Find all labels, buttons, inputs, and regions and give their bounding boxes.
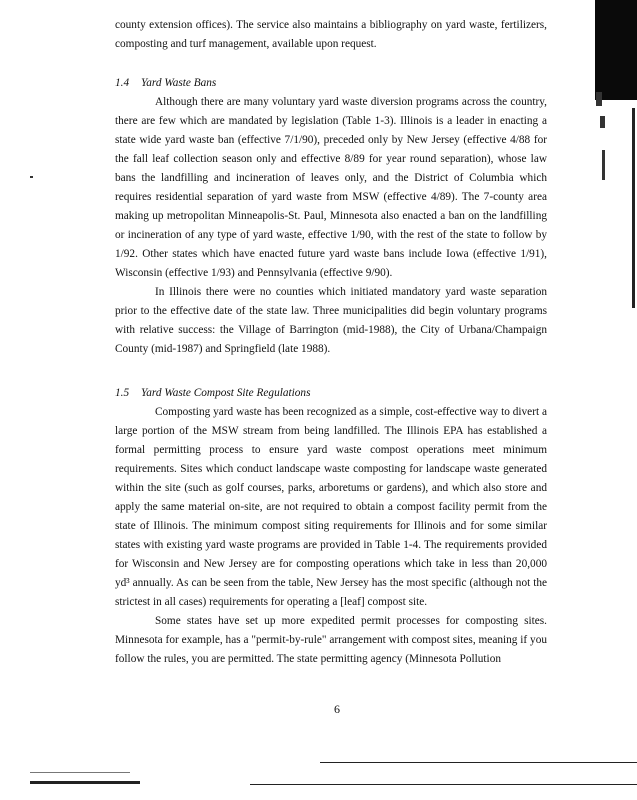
- section-paragraph: Composting yard waste has been recognized as a simple, cost-effective way to divert a large portion of the MSW stream from being landfilled. The Illinois EPA has established a formal permitting process to ensure yard waste compost operations meet minimum requirements. Sites which conduct landscape waste composting for landscape waste generated within the site (such as golf courses, parks, arboretums or gardens), and which also store and apply the same material on-site, are not required to obtain a compost facility permit from the state of Illinois. The minimum compost siting requirements for Illinois and for some similar states with existing yard waste programs are provided in Table 1-4. The requirements provided for Wisconsin and New Jersey are for composting operations which take in less than 20,000 yd³ annually. As can be seen from the table, New Jersey has the most specific (although not the strictest in all cases) requirements for operating a [leaf] compost site.: [115, 406, 547, 608]
- scan-smudge: [602, 150, 605, 180]
- section-paragraph: In Illinois there were no counties which initiated mandatory yard waste separation prior to the effective date of the state law. Three municipalities did begin voluntary programs with relative success: the Village of Barrington (mid-1988), the City of Urbana/Champaign County (mid-1987) and Springfield (late 1988).: [115, 286, 547, 355]
- intro-block: [115, 16, 547, 54]
- section-compost-site-regulations: [115, 384, 547, 669]
- section-heading: [115, 384, 547, 403]
- footer-rule: [30, 772, 130, 773]
- section-paragraph: Some states have set up more expedited permit processes for composting sites. Minnesota for example, has a "permit-by-rule" arrangement with compost sites, meaning if you follow the rules, you are permitted. The state permitting agency (Minnesota Pollution: [115, 615, 547, 665]
- scan-smudge: [600, 116, 605, 128]
- scan-margin-mark: [595, 0, 637, 100]
- scan-smudge: [596, 92, 602, 106]
- section-yard-waste-bans: [115, 74, 547, 359]
- footer-rule: [320, 762, 637, 763]
- section-title: Yard Waste Bans: [141, 77, 217, 89]
- scan-smudge: [30, 176, 33, 178]
- page-number: 6: [334, 702, 340, 716]
- section-number: 1.4: [115, 77, 130, 89]
- intro-paragraph: county extension offices). The service also maintains a bibliography on yard waste, fertilizers, composting and turf management, available upon request.: [115, 19, 547, 50]
- section-title: Yard Waste Compost Site Regulations: [141, 387, 311, 399]
- section-paragraph: Although there are many voluntary yard waste diversion programs across the country, there are few which are mandated by legislation (Table 1-3). Illinois is a leader in enacting a state wide yard waste ban (effective 7/1/90), preceded only by New Jersey (effective 4/88 for the fall leaf collection season only and effective 8/89 for year round separation), whose law bans the landfilling and incineration of leaves only, and the District of Columbia which requires residential separation of yard waste from MSW (effective 4/89). The 7-county area making up metropolitan Minneapolis-St. Paul, Minnesota also enacted a ban on the landfilling or incineration of any type of yard waste, effective 1/90, with the rest of the state to follow by 1/92. Other states which have enacted future yard waste bans include Iowa (effective 1/91), Wisconsin (effective 1/93) and Pennsylvania (effective 9/90).: [115, 96, 547, 279]
- footer-rule: [250, 784, 637, 785]
- section-number: 1.5: [115, 387, 130, 399]
- section-heading: [115, 74, 547, 93]
- footer-rule: [30, 781, 140, 784]
- scan-edge-mark: [632, 108, 635, 308]
